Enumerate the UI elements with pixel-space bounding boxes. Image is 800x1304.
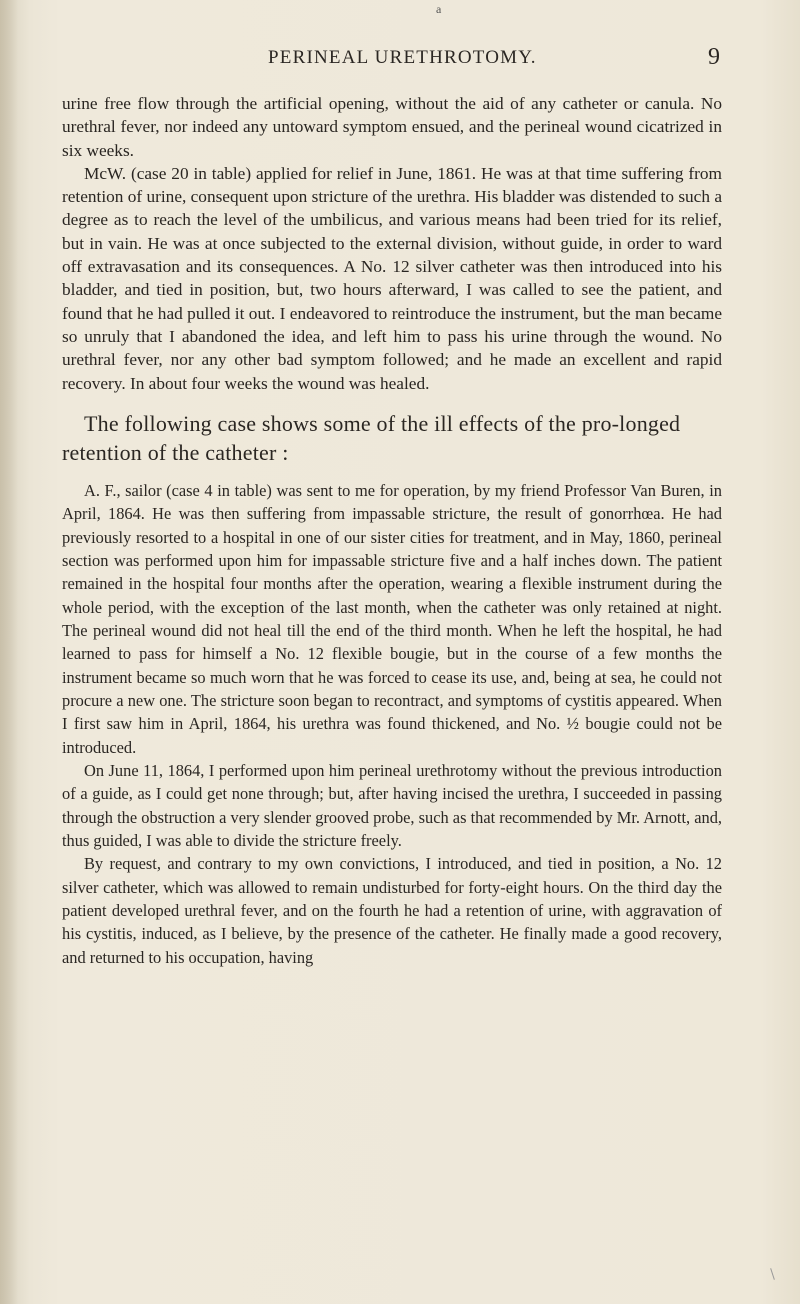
section-lead-in: The following case shows some of the ill effects of the pro-longed retention of the catheter :: [62, 410, 681, 465]
running-title: PERINEAL URETHROTOMY.: [268, 47, 537, 68]
paragraph-operation: On June 11, 1864, I performed upon him perineal urethrotomy without the previous introduction of a guide, as I could get none through; but, after having incised the urethra, I succeeded in passing through the obstruction a very slender grooved probe, such as that recommended by Mr. Arnott, and, thus guided, I was able to divide the stricture freely.: [62, 760, 722, 851]
paragraph-case-mcw: McW. (case 20 in table) applied for relief in June, 1861. He was at that time suffering from retention of urine, consequent upon stricture of the urethra. His bladder was distended to such a degree as to reach the level of the umbilicus, and various means had been tried for its relief, but in vain. He was at once subjected to the external division, without guide, in order to ward off extravasation and its consequences. A No. 12 silver catheter was then introduced into his bladder, and tied in position, but, two hours afterward, I was called to see the patient, and found that he had pulled it out. I endeavored to reintroduce the instrument, but the man became so unruly that I abandoned the idea, and left him to pass his urine through the wound. No urethral fever, nor any other bad symptom followed; and he made an excellent and rapid recovery. In about four weeks the wound was healed.: [62, 163, 722, 393]
spine-shadow: [0, 0, 18, 1304]
paragraph-continuation: urine free flow through the artificial opening, without the aid of any catheter or canula. No urethral fever, nor indeed any untoward symptom ensued, and the perineal wound cicatrized in six weeks.: [62, 94, 722, 160]
margin-mark: [770, 1268, 775, 1280]
running-header: [0, 45, 800, 75]
paragraph-aftercare: By request, and contrary to my own convictions, I introduced, and tied in position, a No. 12 silver catheter, which was allowed to remain undisturbed for forty-eight hours. On the third day the patient developed urethral fever, and on the fourth he had a retention of urine, with aggravation of his cystitis, induced, as I believe, by the presence of the catheter. He finally made a good recovery, and returned to his occupation, having: [62, 854, 722, 967]
body-text: [62, 92, 722, 969]
printer-mark: a: [436, 2, 442, 16]
page-number: 9: [708, 44, 720, 70]
paragraph-case-af: A. F., sailor (case 4 in table) was sent to me for operation, by my friend Professor Van Buren, in April, 1864. He was then suffering from impassable stricture, the result of gonorrhœa. He had previously resorted to a hospital in one of our sister cities for treatment, and in May, 1860, perineal section was performed upon him for impassable stricture five and a half inches down. The patient remained in the hospital four months after the operation, wearing a flexible instrument during the whole period, with the exception of the last month, when the catheter was only retained at night. The perineal wound did not heal till the end of the third month. When he left the hospital, he had learned to pass for himself a No. 12 flexible bougie, but in the course of a few months the instrument became so much worn that he was forced to cease its use, and, being at sea, he could not procure a new one. The stricture soon began to recontract, and symptoms of cystitis appeared. When I first saw him in April, 1864, his urethra was found thickened, and No. ½ bougie could not be introduced.: [62, 480, 722, 757]
case-af-text: [62, 479, 722, 969]
